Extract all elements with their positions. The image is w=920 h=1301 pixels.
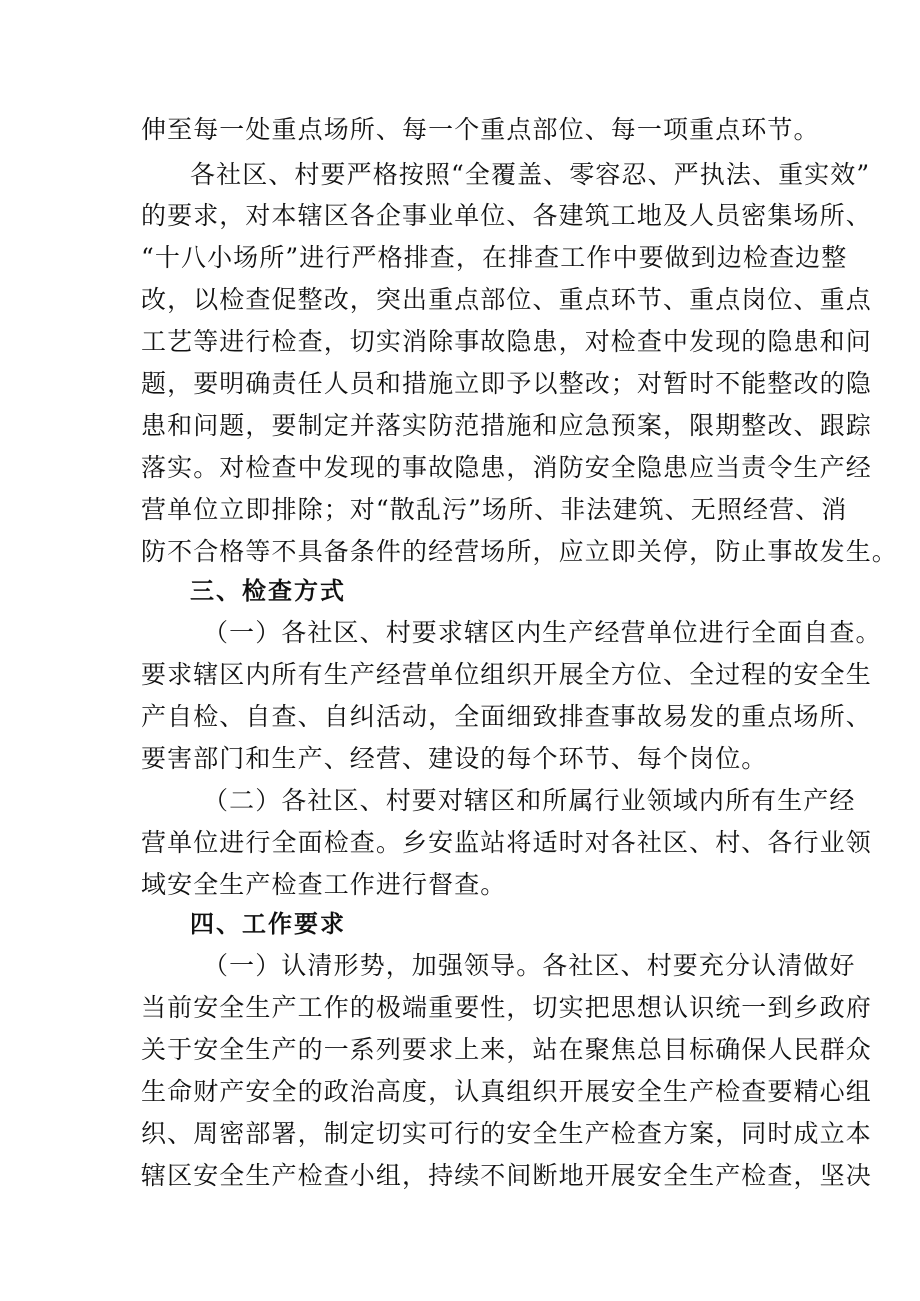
paragraph-line: 的要求，对本辖区各企事业单位、各建筑工地及人员密集场所、	[141, 201, 872, 230]
paragraph-line: 辖区安全生产检查小组，持续不间断地开展安全生产检查，坚决	[141, 1161, 872, 1190]
paragraph-line: （二）各社区、村要对辖区和所属行业领域内所有生产经	[203, 786, 856, 815]
paragraph-line: 防不合格等不具备条件的经营场所，应立即关停，防止事故发生。	[141, 537, 898, 566]
paragraph-line: 生命财产安全的政治高度，认真组织开展安全生产检查要精心组	[141, 1077, 872, 1106]
paragraph-line: 题，要明确责任人员和措施立即予以整改；对暂时不能整改的隐	[141, 369, 872, 398]
paragraph-line: 营单位进行全面检查。乡安监站将适时对各社区、村、各行业领	[141, 828, 872, 857]
section-heading-work-requirements: 四、工作要求	[190, 910, 346, 938]
paragraph-line: 织、周密部署，制定切实可行的安全生产检查方案，同时成立本	[141, 1119, 872, 1148]
paragraph-line: 各社区、村要严格按照“全覆盖、零容忍、严执法、重实效”	[190, 160, 871, 189]
section-heading-inspection-method: 三、检查方式	[190, 577, 346, 605]
paragraph-line: 域安全生产检查工作进行督查。	[141, 870, 507, 899]
paragraph-line: （一）认清形势，加强领导。各社区、村要充分认清做好	[203, 951, 856, 980]
paragraph-line: 营单位立即排除；对“散乱污”场所、非法建筑、无照经营、消	[141, 495, 848, 524]
paragraph-line: 患和问题，要制定并落实防范措施和应急预案，限期整改、跟踪	[141, 411, 872, 440]
paragraph-line: 落实。对检查中发现的事故隐患，消防安全隐患应当责令生产经	[141, 453, 872, 482]
paragraph-line: 改，以检查促整改，突出重点部位、重点环节、重点岗位、重点	[141, 285, 872, 314]
paragraph-line: 关于安全生产的一系列要求上来，站在聚焦总目标确保人民群众	[141, 1035, 872, 1064]
paragraph-line: 产自检、自查、自纠活动，全面细致排查事故易发的重点场所、	[141, 702, 872, 731]
paragraph-line: 工艺等进行检查，切实消除事故隐患，对检查中发现的隐患和问	[141, 327, 872, 356]
paragraph-line: “十八小场所”进行严格排查，在排查工作中要做到边检查边整	[141, 243, 848, 272]
paragraph-line: 要求辖区内所有生产经营单位组织开展全方位、全过程的安全生	[141, 660, 872, 689]
paragraph-line: 当前安全生产工作的极端重要性，切实把思想认识统一到乡政府	[141, 993, 872, 1022]
paragraph-line: （一）各社区、村要求辖区内生产经营单位进行全面自查。	[203, 618, 882, 647]
paragraph-line: 要害部门和生产、经营、建设的每个环节、每个岗位。	[141, 744, 768, 773]
paragraph-line: 伸至每一处重点场所、每一个重点部位、每一项重点环节。	[141, 115, 820, 144]
